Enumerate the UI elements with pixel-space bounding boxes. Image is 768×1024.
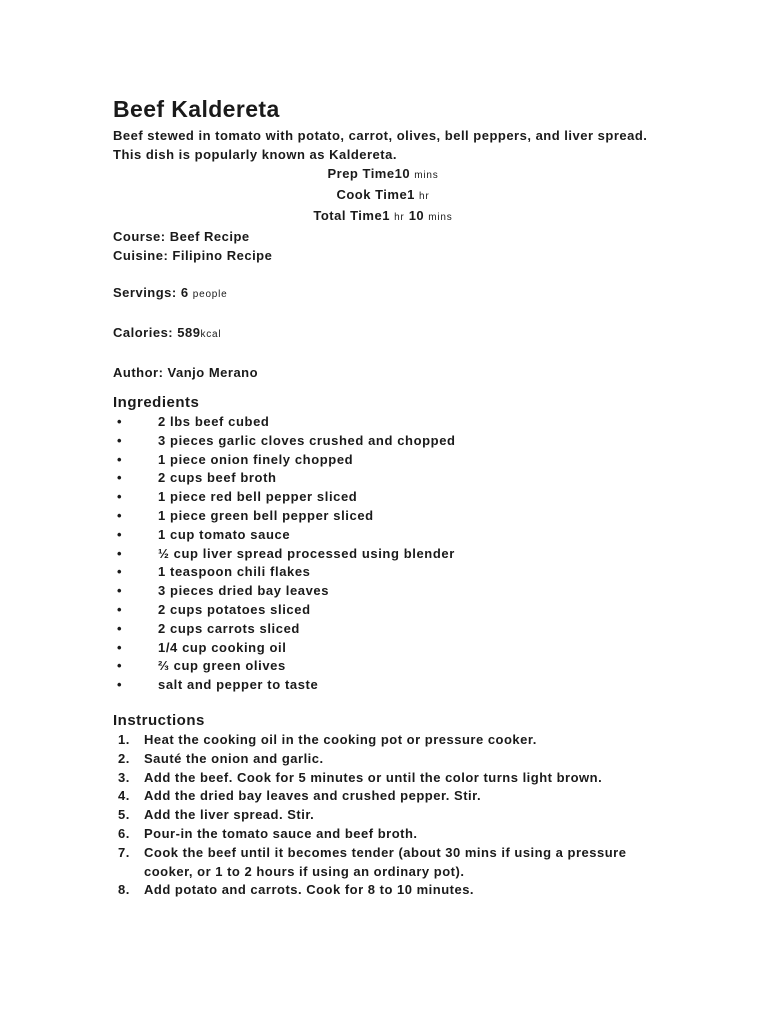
step-text: Heat the cooking oil in the cooking pot or pressure cooker. (144, 731, 537, 747)
step-text: Cook the beef until it becomes tender (about 30 mins if using a pressure cooker, or 1 to 2 hours if using an ordinary pot). (144, 844, 627, 879)
bullet-icon: • (117, 601, 123, 617)
ingredient-text: 3 pieces dried bay leaves (158, 583, 330, 599)
total-time-label: Total Time (313, 208, 383, 223)
step-text: Add the dried bay leaves and crushed pepper. Stir. (144, 788, 482, 804)
step-text: Add the beef. Cook for 5 minutes or until the color turns light brown. (144, 769, 603, 785)
course: Course: Beef Recipe (113, 229, 250, 244)
bullet-icon: • (117, 489, 123, 505)
cook-time-unit: hr (419, 191, 430, 202)
step-text: Sauté the onion and garlic. (144, 750, 324, 766)
step-text: Add potato and carrots. Cook for 8 to 10 minutes. (144, 882, 475, 898)
cuisine: Cuisine: Filipino Recipe (113, 248, 273, 263)
cook-time-value: 1 (407, 187, 415, 202)
instruction-step (113, 881, 653, 900)
calories (113, 323, 653, 344)
ingredient-text: 2 cups potatoes sliced (158, 601, 311, 617)
prep-time-value: 10 (394, 166, 411, 181)
step-number: 6. (118, 825, 130, 841)
total-time-unit-mins: mins (428, 212, 453, 223)
bullet-icon: • (117, 451, 123, 467)
instructions-heading: Instructions (113, 711, 205, 729)
servings-unit: people (192, 289, 228, 300)
bullet-icon: • (117, 564, 123, 580)
step-text: Pour-in the tomato sauce and beef broth. (144, 825, 418, 841)
ingredient-item (113, 676, 653, 695)
bullet-icon: • (117, 639, 123, 655)
total-time-value-mins: 10 (408, 208, 425, 223)
bullet-icon: • (117, 432, 123, 448)
bullet-icon: • (117, 545, 123, 561)
ingredient-item (113, 451, 653, 470)
ingredients-list (113, 413, 653, 695)
step-number: 1. (118, 731, 130, 747)
ingredient-text: 1/4 cup cooking oil (158, 639, 287, 655)
ingredient-text: 1 piece green bell pepper sliced (158, 507, 374, 523)
ingredient-text: 1 teaspoon chili flakes (158, 564, 311, 580)
bullet-icon: • (117, 658, 123, 674)
ingredient-item (113, 526, 653, 545)
bullet-icon: • (117, 620, 123, 636)
cook-time (113, 185, 653, 206)
instruction-step (113, 731, 653, 750)
total-time-value-hours: 1 (382, 208, 390, 223)
recipe-title: Beef Kaldereta (113, 96, 280, 122)
instructions-list (113, 731, 653, 900)
step-number: 3. (118, 769, 130, 785)
instruction-step (113, 769, 653, 788)
bullet-icon: • (117, 583, 123, 599)
instruction-step (113, 806, 653, 825)
bullet-icon: • (117, 526, 123, 542)
bullet-icon: • (117, 470, 123, 486)
cook-time-label: Cook Time (336, 187, 408, 202)
author: Author: Vanjo Merano (113, 365, 259, 380)
bullet-icon: • (117, 507, 123, 523)
calories-label: Calories: 589 (113, 325, 201, 340)
ingredient-item (113, 639, 653, 658)
total-time-unit-hours: hr (394, 212, 405, 223)
servings-label: Servings: 6 (113, 285, 189, 300)
ingredient-text: 2 cups beef broth (158, 470, 277, 486)
ingredient-item (113, 563, 653, 582)
ingredients-heading: Ingredients (113, 394, 200, 411)
recipe-description: Beef stewed in tomato with potato, carrot, olives, bell peppers, and liver spread. This dish is popularly known as Kaldereta. (113, 128, 648, 162)
recipe-page (113, 93, 653, 900)
calories-unit: kcal (200, 329, 222, 340)
prep-time-unit: mins (414, 170, 439, 181)
ingredient-item (113, 657, 653, 676)
ingredient-item (113, 620, 653, 639)
instruction-step (113, 750, 653, 769)
step-number: 7. (118, 844, 130, 860)
ingredient-item (113, 582, 653, 601)
step-number: 8. (118, 882, 130, 898)
ingredient-item (113, 413, 653, 432)
ingredient-text: 1 piece red bell pepper sliced (158, 489, 358, 505)
ingredient-text: ⅔ cup green olives (158, 658, 286, 674)
ingredient-text: 3 pieces garlic cloves crushed and chopped (158, 432, 456, 448)
instruction-step (113, 787, 653, 806)
ingredient-item (113, 469, 653, 488)
ingredient-item (113, 488, 653, 507)
step-text: Add the liver spread. Stir. (144, 807, 315, 823)
servings (113, 283, 653, 304)
ingredient-item (113, 432, 653, 451)
ingredient-item (113, 601, 653, 620)
step-number: 2. (118, 750, 130, 766)
instruction-step (113, 825, 653, 844)
bullet-icon: • (117, 677, 123, 693)
prep-time-label: Prep Time (327, 166, 395, 181)
ingredient-text: 1 cup tomato sauce (158, 526, 291, 542)
instruction-step (113, 844, 653, 882)
ingredient-text: ½ cup liver spread processed using blender (158, 545, 455, 561)
step-number: 4. (118, 788, 130, 804)
ingredient-item (113, 545, 653, 564)
ingredient-text: 2 lbs beef cubed (158, 414, 270, 429)
total-time (113, 206, 653, 227)
prep-time (113, 164, 653, 185)
ingredient-item (113, 507, 653, 526)
step-number: 5. (118, 807, 130, 823)
ingredient-text: 1 piece onion finely chopped (158, 451, 354, 467)
ingredient-text: 2 cups carrots sliced (158, 620, 300, 636)
ingredient-text: salt and pepper to taste (158, 677, 319, 693)
bullet-icon: • (117, 414, 123, 429)
